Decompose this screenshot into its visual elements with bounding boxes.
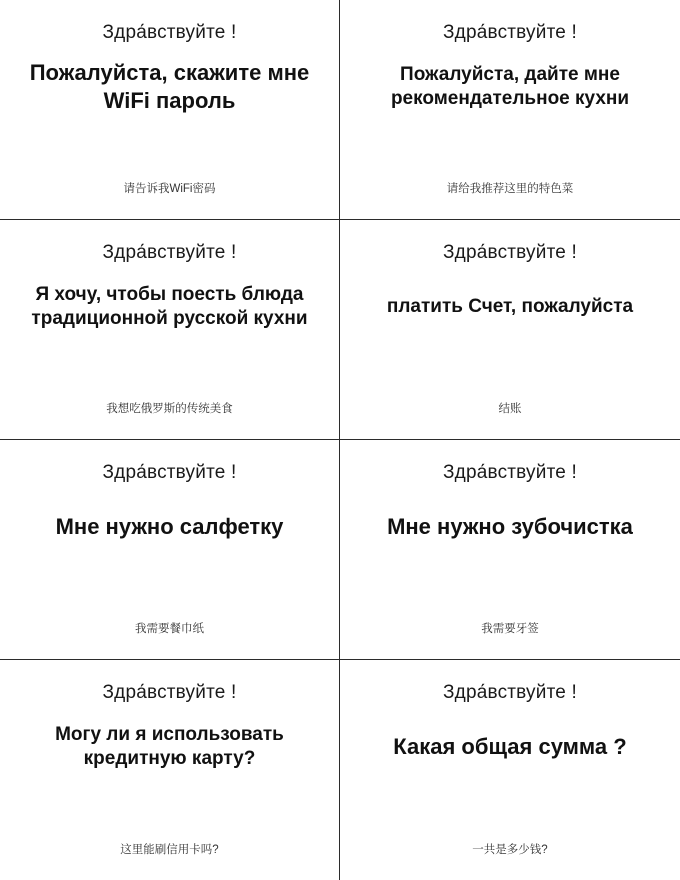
card-greeting: Здра́вствуйте !: [443, 682, 577, 703]
phrase-card-need-toothpick: [340, 440, 680, 660]
card-greeting: Здра́вствуйте !: [102, 682, 237, 703]
phrase-card-use-credit-card: [0, 660, 340, 880]
card-phrase: Какая общая сумма ?: [393, 733, 627, 759]
card-phrase: Пожалуйста, скажите мне WiFi пароль: [29, 60, 310, 113]
card-chinese-translation: 一共是多少钱?: [472, 844, 548, 857]
phrase-card-need-napkin: [0, 440, 340, 660]
card-chinese-translation: 请给我推荐这里的特色菜: [446, 183, 574, 196]
phrase-card-traditional-russian-food: [0, 220, 340, 440]
card-chinese-translation: 我需要餐巾纸: [135, 623, 204, 636]
card-chinese-translation: 我想吃俄罗斯的传统美食: [106, 403, 233, 416]
card-phrase: платить Счет, пожалуйста: [386, 295, 634, 317]
card-phrase: Мне нужно салфетку: [55, 513, 284, 539]
card-phrase: Пожалуйста, дайте мне рекомендательное кухни: [390, 63, 630, 109]
card-phrase: Я хочу, чтобы поесть блюда традиционной русской кухни: [31, 283, 308, 329]
card-phrase: Могу ли я использовать кредитную карту?: [55, 723, 284, 769]
card-chinese-translation: 这里能刷信用卡吗?: [120, 844, 219, 857]
card-greeting: Здра́вствуйте !: [102, 462, 237, 483]
card-greeting: Здра́вствуйте !: [102, 242, 237, 263]
card-greeting: Здра́вствуйте !: [443, 242, 577, 263]
card-chinese-translation: 结账: [498, 403, 522, 416]
card-greeting: Здра́вствуйте !: [443, 22, 577, 43]
card-chinese-translation: 我需要牙签: [481, 623, 539, 636]
card-chinese-translation: 请告诉我WiFi密码: [123, 183, 216, 196]
card-phrase: Мне нужно зубочистка: [387, 513, 633, 539]
phrase-card-recommend-dish: [340, 0, 680, 220]
phrase-card-wifi-password: [0, 0, 340, 220]
phrase-card-total-amount: [340, 660, 680, 880]
card-greeting: Здра́вствуйте !: [443, 462, 577, 483]
phrase-card-pay-the-bill: [340, 220, 680, 440]
card-greeting: Здра́вствуйте !: [102, 22, 237, 43]
